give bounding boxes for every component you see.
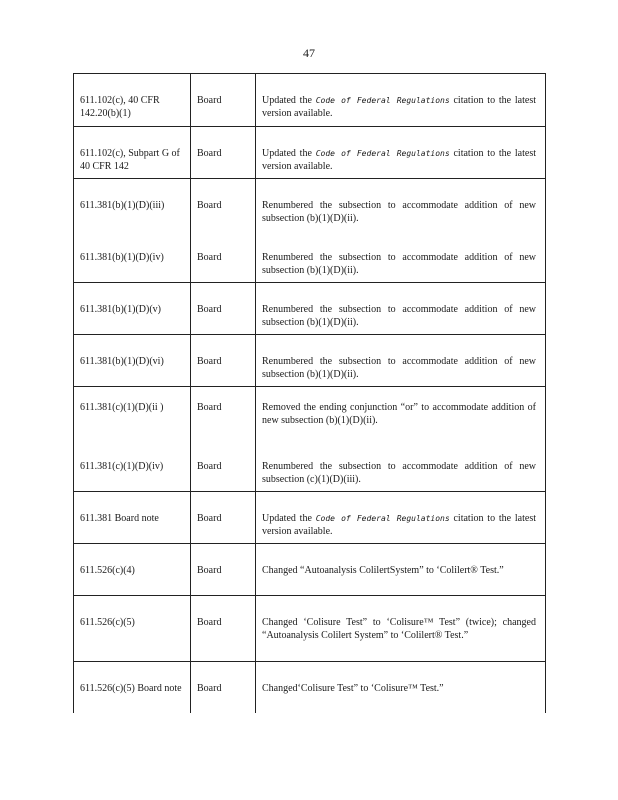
- description-cell: [256, 179, 546, 282]
- section-cell: [74, 544, 191, 595]
- section-cell: [74, 335, 191, 386]
- description-prefix: Updated the: [262, 513, 316, 524]
- table-row: [74, 283, 545, 335]
- section-text: 611.381(b)(1)(D)(iii): [80, 200, 165, 211]
- page-number: 47: [303, 46, 315, 60]
- table-row: [74, 492, 545, 544]
- source-text: Board: [197, 617, 222, 628]
- section-text: 611.526(c)(5) Board note: [80, 683, 182, 694]
- source-text: Board: [197, 304, 222, 315]
- section-cell: [74, 127, 191, 178]
- description-cell: [256, 662, 546, 713]
- section-cell: [74, 179, 191, 282]
- section-text: 611.102(c), Subpart G of 40 CFR 142: [80, 148, 180, 172]
- source-text: Board: [197, 461, 222, 472]
- description-prefix: Updated the: [262, 95, 316, 106]
- description-text: Renumbered the subsection to accommodate addition of new subsection (c)(1)(D)(iii).: [262, 461, 536, 485]
- description-text: [262, 147, 536, 173]
- section-text: 611.381(b)(1)(D)(v): [80, 304, 161, 315]
- table-row: [74, 179, 545, 283]
- description-cell: [256, 596, 546, 661]
- description-text: Renumbered the subsection to accommodate addition of new subsection (b)(1)(D)(ii).: [262, 304, 536, 328]
- table-row: [74, 544, 545, 596]
- description-cell: [256, 283, 546, 334]
- source-text: Board: [197, 200, 222, 211]
- section-text: 611.381(c)(1)(D)(iv): [80, 461, 164, 472]
- table-row: [74, 662, 545, 713]
- description-suffix: citation to the latest version available.: [262, 148, 537, 172]
- cfr-citation: Code of Federal Regulations: [315, 514, 450, 523]
- table-row: [74, 387, 545, 492]
- description-suffix: citation to the latest version available.: [262, 95, 537, 119]
- source-cell: [191, 335, 256, 386]
- source-cell: [191, 127, 256, 178]
- section-cell: [74, 283, 191, 334]
- description-text: Renumbered the subsection to accommodate addition of new subsection (b)(1)(D)(ii).: [262, 356, 536, 380]
- description-suffix: citation to the latest version available.: [262, 513, 537, 537]
- table-row: [74, 335, 545, 387]
- description-cell: [256, 74, 546, 126]
- description-text: Renumbered the subsection to accommodate addition of new subsection (b)(1)(D)(ii).: [262, 252, 536, 276]
- table-row: [74, 127, 545, 179]
- changes-table: [73, 73, 546, 713]
- description-text: Changed‘Colisure Test” to ‘Colisure™ Test.”: [262, 683, 444, 694]
- description-text: Removed the ending conjunction “or” to accommodate addition of new subsection (b)(1)(D)(ii).: [262, 402, 536, 426]
- source-cell: [191, 492, 256, 543]
- table-row: [74, 596, 545, 662]
- description-cell: [256, 127, 546, 178]
- section-text: 611.381(b)(1)(D)(iv): [80, 252, 164, 263]
- source-text: Board: [197, 252, 222, 263]
- section-text: 611.526(c)(5): [80, 617, 135, 628]
- description-text: [262, 512, 536, 538]
- section-cell: [74, 74, 191, 126]
- section-text: 611.381(c)(1)(D)(ii ): [80, 402, 164, 413]
- source-cell: [191, 179, 256, 282]
- source-text: Board: [197, 148, 222, 159]
- description-text: Changed ‘Colisure Test” to ‘Colisure™ Test” (twice); changed “Autoanalysis Colilert System” to ‘Colilert® Test.”: [262, 617, 536, 641]
- description-cell: [256, 544, 546, 595]
- section-text: 611.381(b)(1)(D)(vi): [80, 356, 164, 367]
- description-text: Changed “Autoanalysis ColilertSystem” to ‘Colilert® Test.”: [262, 565, 504, 576]
- source-text: Board: [197, 683, 222, 694]
- section-cell: [74, 662, 191, 713]
- source-cell: [191, 596, 256, 661]
- description-cell: [256, 387, 546, 491]
- section-cell: [74, 596, 191, 661]
- description-cell: [256, 492, 546, 543]
- section-text: 611.102(c), 40 CFR 142.20(b)(1): [80, 95, 160, 119]
- section-cell: [74, 387, 191, 491]
- source-text: Board: [197, 565, 222, 576]
- description-text: [262, 94, 536, 120]
- source-cell: [191, 283, 256, 334]
- table-row: [74, 74, 545, 127]
- source-cell: [191, 544, 256, 595]
- source-cell: [191, 662, 256, 713]
- cfr-citation: Code of Federal Regulations: [315, 149, 450, 158]
- source-cell: [191, 387, 256, 491]
- section-text: 611.381 Board note: [80, 513, 159, 524]
- source-text: Board: [197, 402, 222, 413]
- section-cell: [74, 492, 191, 543]
- source-text: Board: [197, 356, 222, 367]
- description-text: Renumbered the subsection to accommodate addition of new subsection (b)(1)(D)(ii).: [262, 200, 536, 224]
- cfr-citation: Code of Federal Regulations: [315, 96, 450, 105]
- source-text: Board: [197, 513, 222, 524]
- section-text: 611.526(c)(4): [80, 565, 135, 576]
- source-text: Board: [197, 95, 222, 106]
- source-cell: [191, 74, 256, 126]
- description-prefix: Updated the: [262, 148, 316, 159]
- description-cell: [256, 335, 546, 386]
